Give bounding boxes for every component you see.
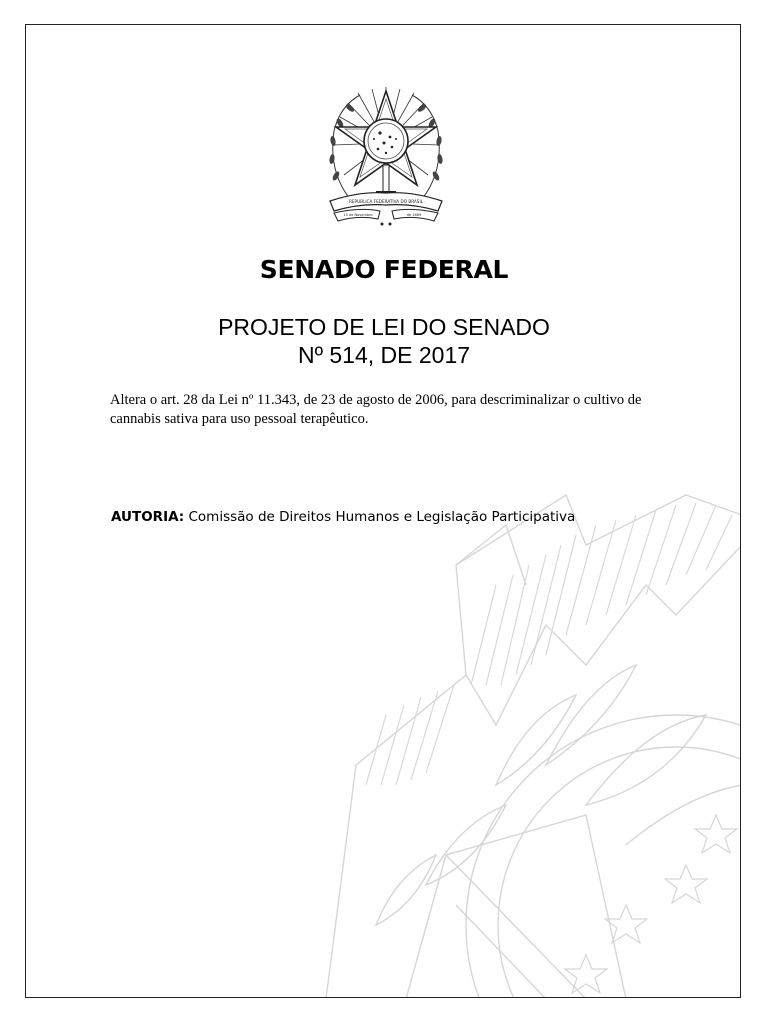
page-frame (25, 24, 741, 998)
coat-of-arms-icon (320, 81, 452, 231)
authorship-value: Comissão de Direitos Humanos e Legislação Participativa (188, 509, 576, 525)
bill-number: Nº 514, DE 2017 (297, 342, 471, 368)
bill-summary: Altera o art. 28 da Lei nº 11.343, de 23 de agosto de 2006, para descriminalizar o cultivo de cannabis sativa para uso pessoal terapêutico. (110, 392, 642, 427)
svg-text:REPÚBLICA FEDERATIVA DO BRASIL: REPÚBLICA FEDERATIVA DO BRASIL (348, 199, 424, 204)
page-title: SENADO FEDERAL (259, 255, 509, 284)
bill-heading (26, 313, 741, 369)
svg-text:de 1889: de 1889 (406, 213, 422, 217)
authorship-label: AUTORIA: (111, 509, 185, 525)
svg-text:15 de Novembro: 15 de Novembro (343, 213, 373, 217)
bill-type: PROJETO DE LEI DO SENADO (218, 314, 550, 340)
authorship-line (111, 509, 711, 525)
